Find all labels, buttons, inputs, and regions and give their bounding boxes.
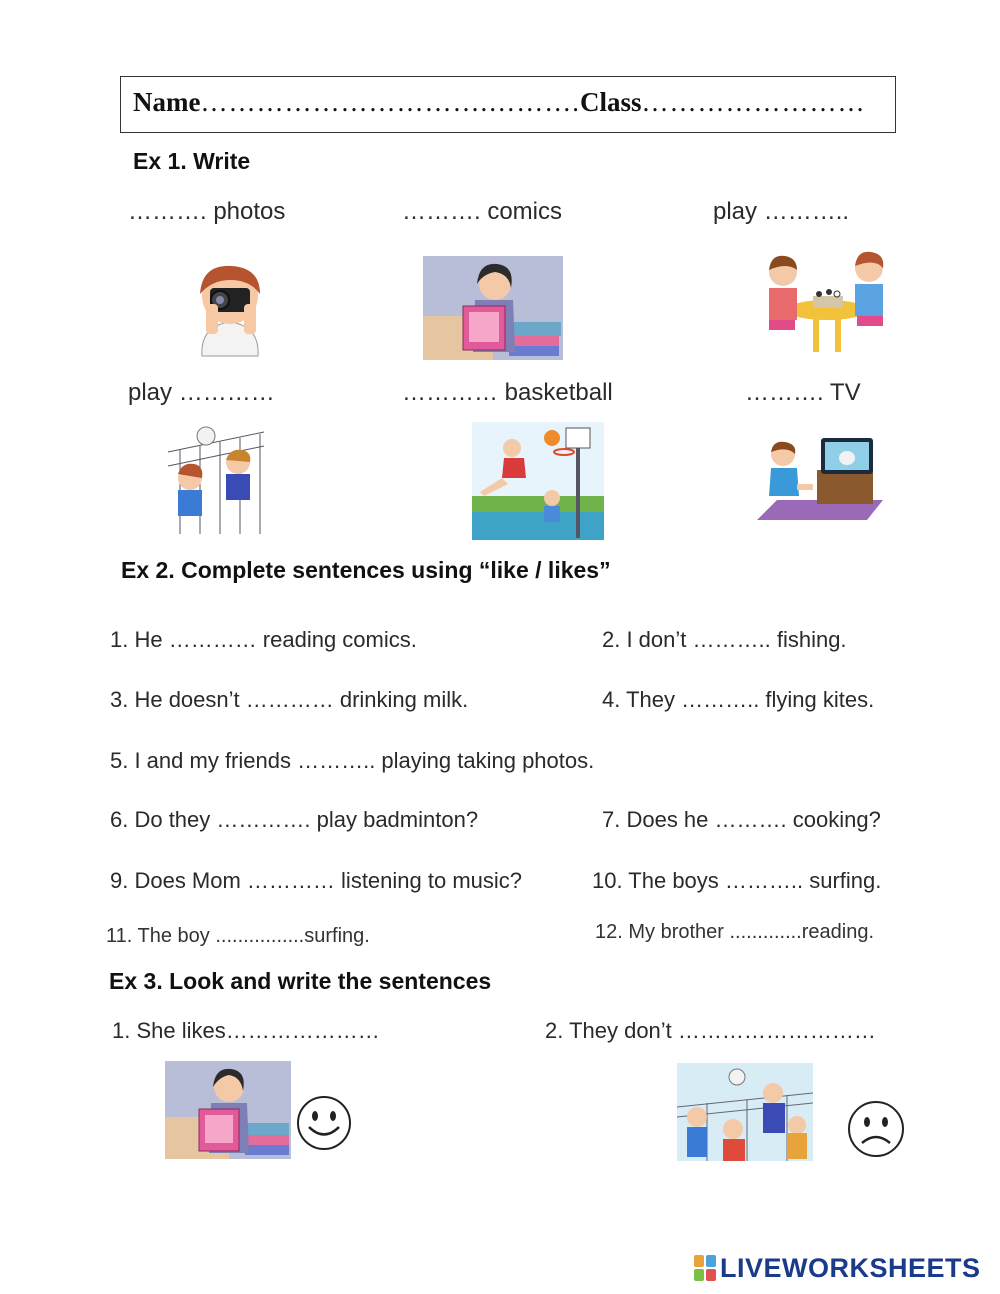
ex3-sentence-2[interactable]: 2. They don’t ……………………… <box>545 1018 876 1043</box>
ex1-title: Ex 1. Write <box>133 148 251 174</box>
name-label: Name <box>133 87 201 117</box>
ex2-sentence-11[interactable]: 11. The boy ................surfing. <box>106 925 370 947</box>
liveworksheets-logo[interactable] <box>694 1252 981 1284</box>
kids-chess-icon <box>757 246 897 358</box>
ex2-sentence-5[interactable]: 5. I and my friends ……….. playing taking photos. <box>110 748 595 773</box>
smiley-face-icon <box>295 1094 353 1152</box>
name-field[interactable]: ………………………….………. <box>200 87 580 117</box>
class-field[interactable]: …………………… <box>641 87 866 117</box>
sad-face-icon <box>846 1099 906 1159</box>
ex2-sentence-4[interactable]: 4. They ……….. flying kites. <box>602 687 875 712</box>
logo-text: LIVEWORKSHEETS <box>720 1252 981 1283</box>
ex2-sentence-7[interactable]: 7. Does he ………. cooking? <box>602 807 881 832</box>
basketball-icon <box>472 422 604 540</box>
ex1-item-basketball[interactable]: ………… basketball <box>402 379 613 406</box>
ex1-item-comics[interactable]: ………. comics <box>402 198 563 225</box>
ex2-sentence-6[interactable]: 6. Do they …………. play badminton? <box>110 807 479 832</box>
logo-mark-icon <box>694 1255 716 1281</box>
volleyball-icon <box>160 422 270 538</box>
volleyball-players-picture <box>677 1063 813 1161</box>
ex2-sentence-3[interactable]: 3. He doesn’t ………… drinking milk. <box>110 687 469 712</box>
girl-reading-comics-icon <box>423 256 563 360</box>
name-class-box <box>120 76 896 133</box>
ex1-item-tv[interactable]: ………. TV <box>745 379 861 406</box>
ex2-sentence-1[interactable]: 1. He ………… reading comics. <box>110 627 417 652</box>
ex2-sentence-12[interactable]: 12. My brother .............reading. <box>595 921 875 943</box>
ex3-title: Ex 3. Look and write the sentences <box>109 968 492 994</box>
ex1-item-volleyball[interactable]: play ………… <box>128 379 275 406</box>
name-class-line <box>133 87 866 118</box>
ex2-sentence-10[interactable]: 10. The boys ……….. surfing. <box>592 868 882 893</box>
ex2-sentence-9[interactable]: 9. Does Mom ………… listening to music? <box>110 868 523 893</box>
girl-reading-picture <box>165 1061 291 1159</box>
ex2-sentence-2[interactable]: 2. I don’t ……….. fishing. <box>602 627 847 652</box>
ex1-item-chess[interactable]: play ……….. <box>713 198 850 225</box>
boy-watching-tv-icon <box>757 436 883 526</box>
ex1-item-photos[interactable]: ………. photos <box>128 198 286 225</box>
photographer-icon <box>180 256 280 360</box>
ex3-sentence-1[interactable]: 1. She likes………………… <box>112 1018 380 1043</box>
ex2-title: Ex 2. Complete sentences using “like / likes” <box>121 557 611 583</box>
class-label: Class <box>579 87 642 117</box>
